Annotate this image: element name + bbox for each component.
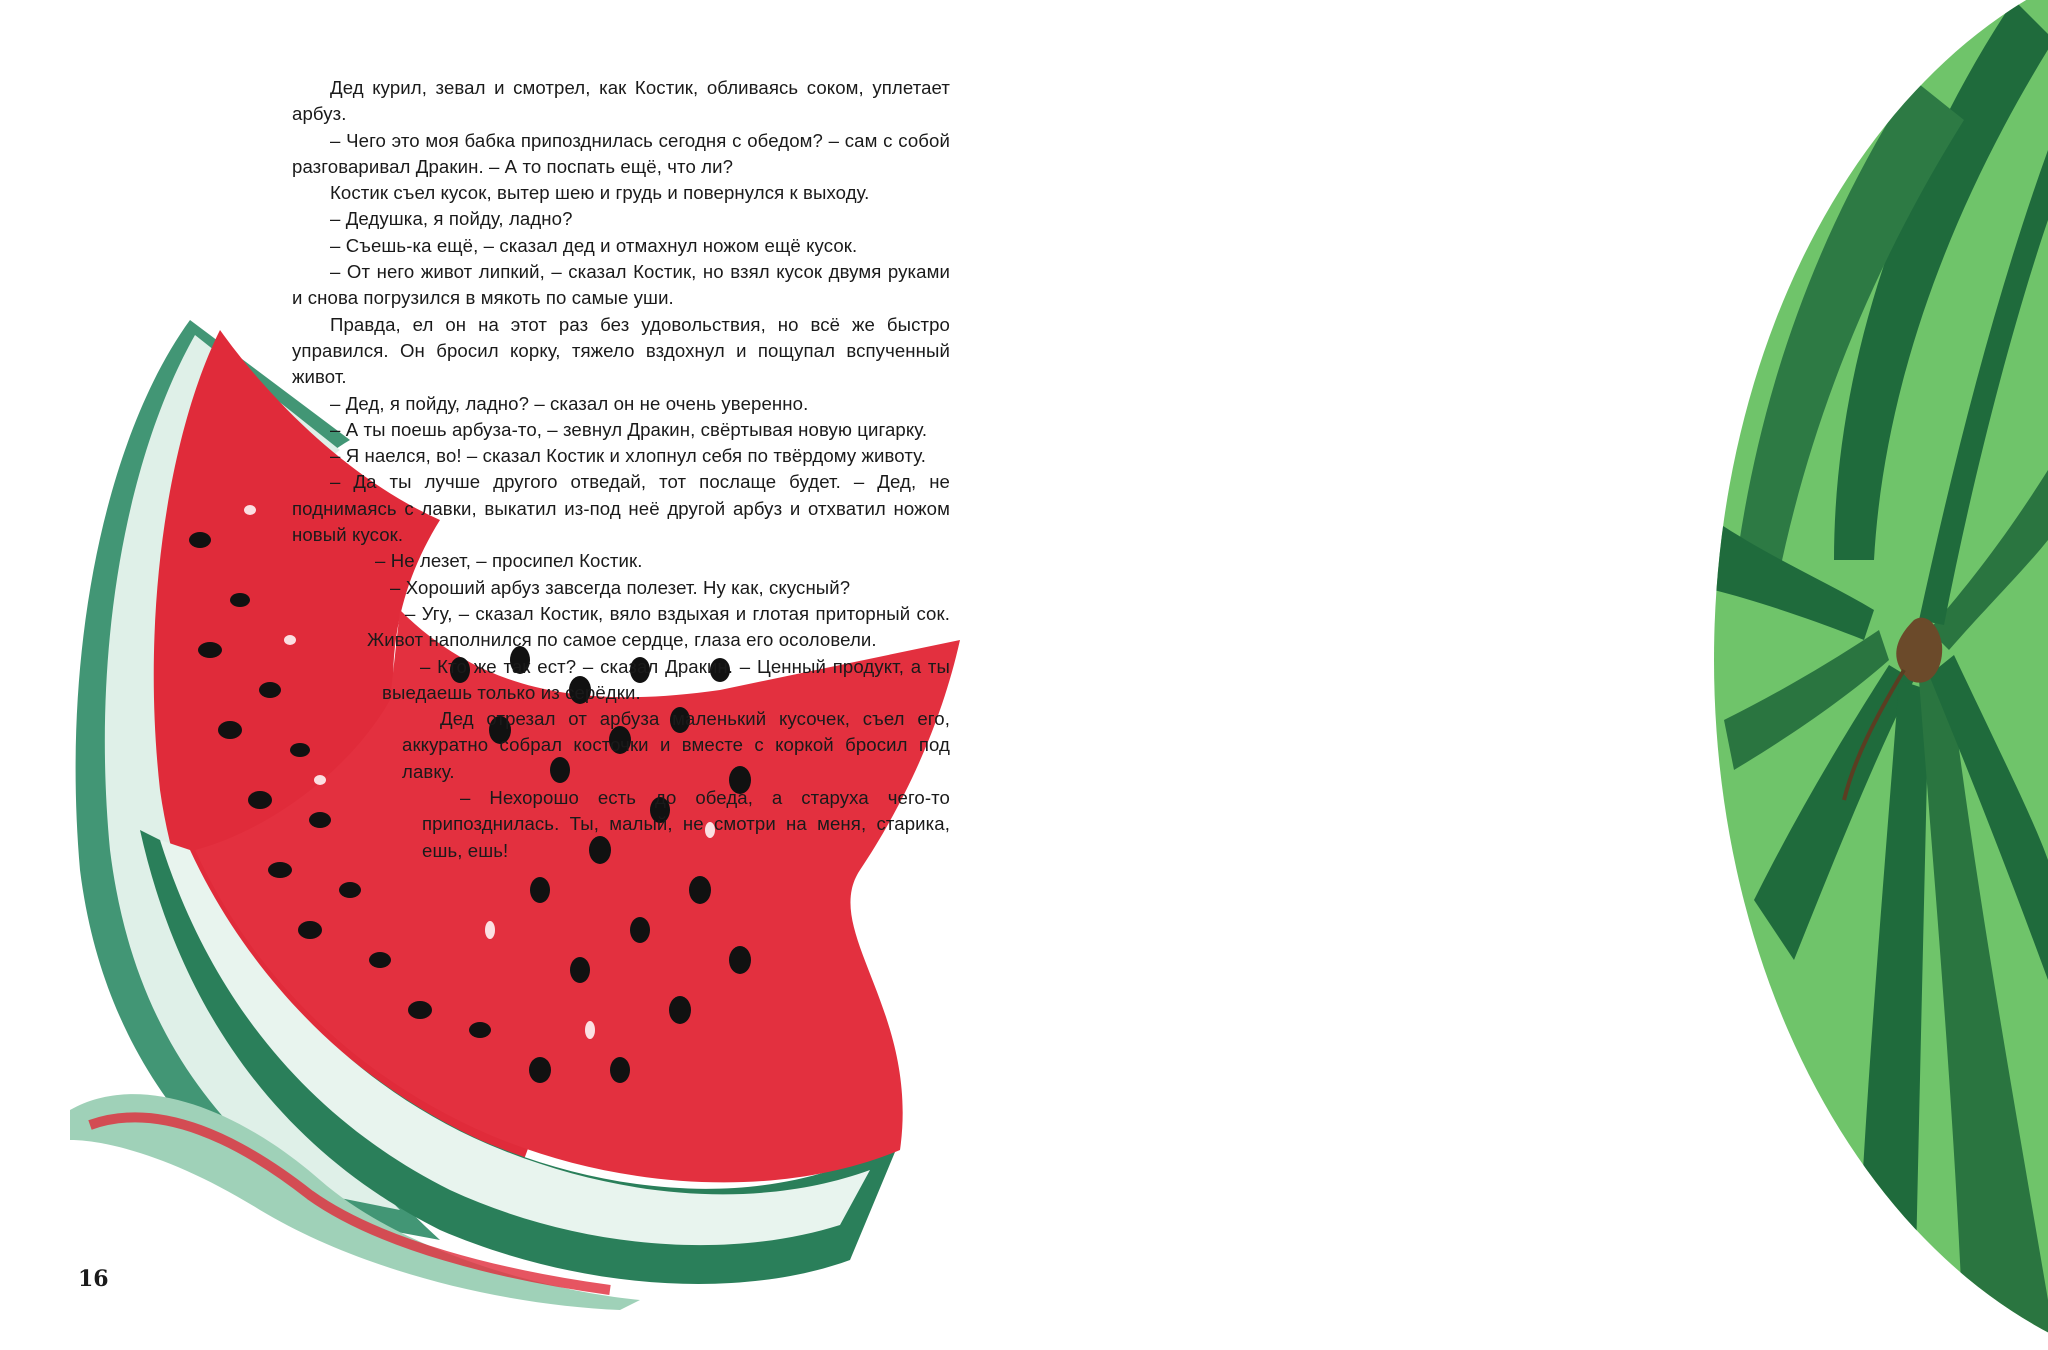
paragraph: – Угу, – сказал Костик, вяло вздыхая и глотая приторный сок. Живот наполнился по самое сердце, глаза его осоловели.	[367, 602, 950, 651]
paragraph: – Кто же так ест? – сказал Дракин. – Ценный продукт, а ты выедаешь только из серёдки.	[382, 655, 950, 703]
paragraph: – От него живот липкий, – сказал Костик, но взял кусок двумя руками и снова погрузился в мякоть по самые уши.	[292, 261, 950, 309]
paragraph: – Нехорошо есть до обеда, а старуха чего-то припозднилась. Ты, малый, не смотри на меня, старика, ешь, ешь!	[422, 787, 950, 861]
paragraph: Дед отрезал от арбуза маленький кусочек, съел его, аккуратно собрал косточки и вместе с коркой бросил под лавку.	[402, 708, 950, 782]
paragraph: – Чего это моя бабка припозднилась сегодня с обедом? – сам с собой разговаривал Дракин. – А то поспать ещё, что ли?	[292, 129, 950, 177]
paragraph: Костик съел кусок, вытер шею и грудь и повернулся к выходу.	[330, 182, 870, 204]
right-page	[1024, 0, 2048, 1350]
paragraph: – Да ты лучше другого отведай, тот послаще будет. – Дед, не поднимаясь с лавки, выкатил из-под неё другой арбуз и отхватил ножом новый кусок.	[292, 471, 950, 546]
paragraph: – Съешь-ка ещё, – сказал дед и отмахнул ножом ещё кусок.	[330, 234, 858, 256]
paragraph: Правда, ел он на этот раз без удовольствия, но всё же быстро управился. Он бросил корку, тяжело вздохнул и пощупал вспученный живот.	[292, 313, 950, 388]
paragraph: – Я наелся, во! – сказал Костик и хлопнул себя по твёрдому животу.	[330, 445, 926, 467]
paragraph: – Дед, я пойду, ладно? – сказал он не очень уверенно.	[330, 392, 809, 414]
paragraph: – Не лезет, – просипел Костик.	[375, 550, 643, 572]
left-page-text	[292, 75, 950, 864]
paragraph: Дед курил, зевал и смотрел, как Костик, обливаясь соком, уплетает арбуз.	[292, 77, 950, 125]
whole-watermelon-illustration	[1714, 0, 2048, 1350]
paragraph: – А ты поешь арбуза-то, – зевнул Дракин, свёртывая новую цигарку.	[330, 418, 928, 440]
page-number: 16	[78, 1266, 109, 1292]
paragraph: – Дедушка, я пойду, ладно?	[330, 208, 573, 230]
paragraph: – Хороший арбуз завсегда полезет. Ну как, скусный?	[390, 576, 851, 598]
